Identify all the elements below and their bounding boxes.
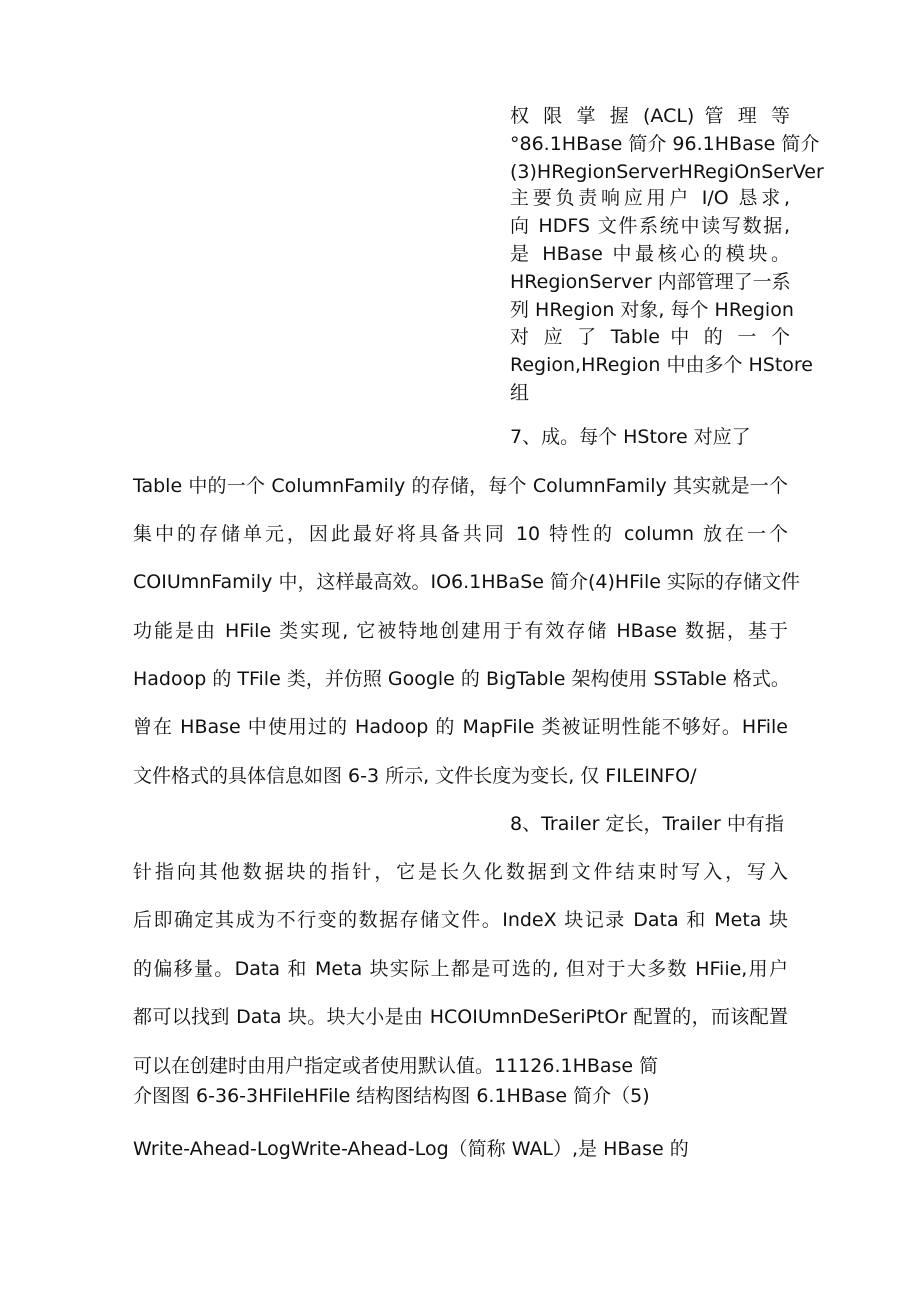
column-line-5: 向 HDFS 文件系统中读写数据, [510,215,790,237]
column-line-11: 组 [510,382,530,404]
column-line-10: Region,HRegion 中由多个 HStore [510,354,813,376]
body-line-9: 后即确定其成为不行变的数据存储文件。IndeX 块记录 Data 和 Meta 块 [133,909,788,931]
item-8-line: 8、Trailer 定长，Trailer 中有指 [510,813,784,835]
body-line-3: COIUmnFamily 中，这样最高效。IO6.1HBaSe 简介(4)HFile 实际的存储文件 [133,571,801,593]
body-line-8: 针指向其他数据块的指针，它是长久化数据到文件结束时写入，写入 [133,861,788,883]
column-line-6: 是 HBase 中最核心的模块。 [510,243,790,265]
body-line-10: 的偏移量。Data 和 Meta 块实际上都是可选的, 但对于大多数 HFiie,用户 [133,958,788,980]
body-line-2: 集中的存储单元，因此最好将具备共同 10 特性的 column 放在一个 [133,523,788,545]
body-line-7: 文件格式的具体信息如图 6-3 所示, 文件长度为变长, 仅 FILEINFO/ [133,765,697,787]
column-line-3: (3)HRegionServerHRegiOnSerVer [510,161,824,183]
column-line-9: 对 应 了 Table 中 的 一 个 [510,326,790,348]
column-line-4: 主要负责响应用户 I/O 恳求, [510,187,790,209]
body-line-14: Write-Ahead-LogWrite-Ahead-Log（简称 WAL）,是 HBase 的 [133,1138,689,1160]
body-line-13: 介图图 6-36-3HFileHFile 结构图结构图 6.1HBase 简介（5) [133,1085,650,1107]
body-line-12: 可以在创建时由用户指定或者使用默认值。11126.1HBase 简 [133,1055,659,1077]
column-line-1: 权 限 掌 握 (ACL) 管 理 等 [510,105,790,127]
column-line-2: °86.1HBase 简介 96.1HBase 简介 [510,133,820,155]
item-7-line: 7、成。每个 HStore 对应了 [510,426,751,448]
column-line-8: 列 HRegion 对象, 每个 HRegion [510,299,794,321]
body-line-5: Hadoop 的 TFile 类，并仿照 Google 的 BigTable 架构使用 SSTable 格式。 [133,668,790,690]
body-line-11: 都可以找到 Data 块。块大小是由 HCOIUmnDeSeriPtOr 配置的，而该配置 [133,1006,788,1028]
body-line-6: 曾在 HBase 中使用过的 Hadoop 的 MapFile 类被证明性能不够好。HFile [133,716,788,738]
body-line-4: 功能是由 HFile 类实现, 它被特地创建用于有效存储 HBase 数据，基于 [133,620,788,642]
body-line-1: Table 中的一个 ColumnFamily 的存储，每个 ColumnFamily 其实就是一个 [133,475,788,497]
column-line-7: HRegionServer 内部管理了一系 [510,271,791,293]
